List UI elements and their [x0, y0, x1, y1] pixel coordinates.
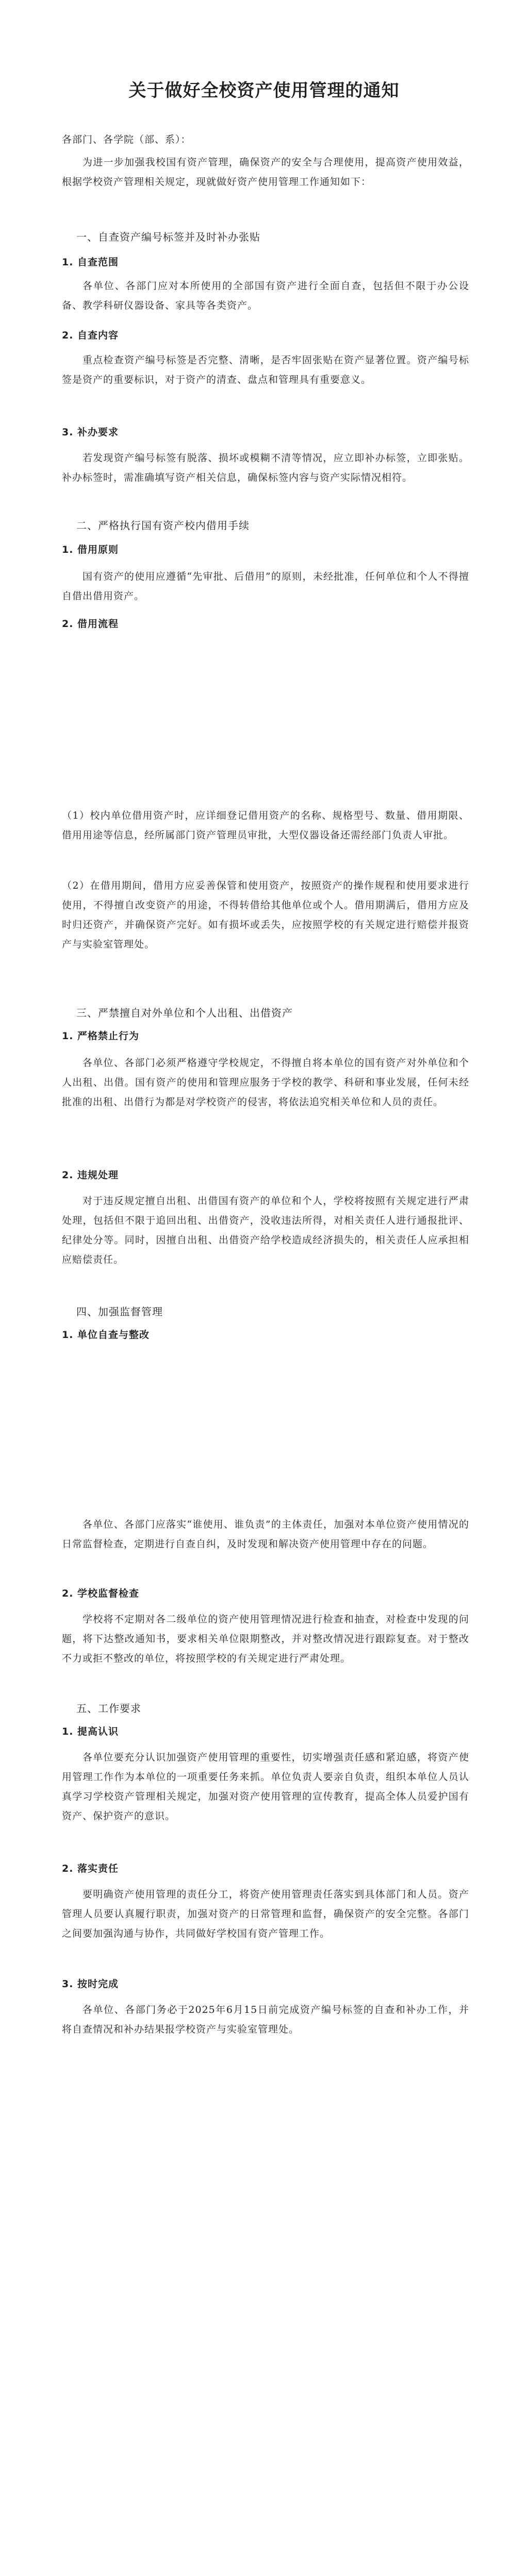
s5-p2-heading: 2. 落实责任 — [62, 1863, 119, 1874]
intro-paragraph: 为进一步加强我校国有资产管理，确保资产的安全与合理使用，提高资产使用效益，根据学校资产管理相关规定，现就做好资产使用管理工作通知如下： — [62, 157, 469, 188]
section-2-heading: 二、严格执行国有资产校内借用手续 — [76, 519, 250, 532]
s3-p2-heading: 2. 违规处理 — [62, 1170, 119, 1181]
s1-p3-text: 若发现资产编号标签有脱落、损坏或模糊不清等情况，应立即补办标签，立即张贴。补办标签时，需准确填写资产相关信息，确保标签内容与资产实际情况相符。 — [62, 452, 469, 483]
document-title: 关于做好全校资产使用管理的通知 — [128, 80, 400, 101]
s2-p2-item-2: （2）在借用期间，借用方应妥善保管和使用资产，按照资产的操作规程和使用要求进行使用，不得擅自改变资产的用途，不得转借给其他单位或个人。借用期满后，借用方应及时归还资产，并确保资产完好。如有损坏或丢失，应按照学校的有关规定进行赔偿并报资产与实验室管理处。 — [62, 880, 469, 950]
s1-p2-text: 重点检查资产编号标签是否完整、清晰，是否牢固张贴在资产显著位置。资产编号标签是资产的重要标识，对于资产的清查、盘点和管理具有重要意义。 — [62, 354, 469, 385]
s3-p2-text: 对于违反规定擅自出租、出借国有资产的单位和个人，学校将按照有关规定进行严肃处理，包括但不限于追回出租、出借资产，没收违法所得，对相关责任人进行通报批评、纪律处分等。同时，因擅自出租、出借资产给学校造成经济损失的，相关责任人应承担相应赔偿责任。 — [62, 1195, 469, 1265]
s3-p1-heading: 1. 严格禁止行为 — [62, 1030, 140, 1042]
s4-p1-heading: 1. 单位自查与整改 — [62, 1329, 150, 1341]
s4-p1-text: 各单位、各部门应落实“谁使用、谁负责”的主体责任，加强对本单位资产使用情况的日常监督检查，定期进行自查自纠，及时发现和解决资产使用管理中存在的问题。 — [62, 1519, 469, 1550]
section-3-heading: 三、严禁擅自对外单位和个人出租、出借资产 — [76, 1007, 293, 1019]
s5-p3-heading: 3. 按时完成 — [62, 1978, 119, 1990]
section-5-heading: 五、工作要求 — [76, 1702, 141, 1715]
s4-p2-text: 学校将不定期对各二级单位的资产使用管理情况进行检查和抽查，对检查中发现的问题，将下达整改通知书，要求相关单位限期整改，并对整改情况进行跟踪复查。对于整改不力或拒不整改的单位，将按照学校的有关规定进行严肃处理。 — [62, 1614, 469, 1664]
s1-p3-heading: 3. 补办要求 — [62, 427, 119, 438]
s2-p2-item-1: （1）校内单位借用资产时，应详细登记借用资产的名称、规格型号、数量、借用期限、借用用途等信息，经所属部门资产管理员审批，大型仪器设备还需经部门负责人审批。 — [62, 810, 469, 841]
section-1-heading: 一、自查资产编号标签并及时补办张贴 — [76, 231, 260, 243]
s5-p2-text: 要明确资产使用管理的责任分工，将资产使用管理责任落实到具体部门和人员。资产管理人员要认真履行职责，加强对资产的日常管理和监督，确保资产的安全完整。各部门之间要加强沟通与协作，共同做好学校国有资产管理工作。 — [62, 1889, 469, 1939]
section-4-heading: 四、加强监督管理 — [76, 1306, 163, 1318]
s5-p3-text: 各单位、各部门务必于2025年6月15日前完成资产编号标签的自查和补办工作，并将自查情况和补办结果报学校资产与实验室管理处。 — [62, 2004, 469, 2035]
s5-p1-heading: 1. 提高认识 — [62, 1726, 119, 1737]
s5-p1-text: 各单位要充分认识加强资产使用管理的重要性，切实增强责任感和紧迫感，将资产使用管理工作作为本单位的一项重要任务来抓。单位负责人要亲自负责，组织本单位人员认真学习学校资产管理相关规定，加强对资产使用管理的宣传教育，提高全体人员爱护国有资产、保护资产的意识。 — [62, 1752, 469, 1822]
s2-p2-heading: 2. 借用流程 — [62, 618, 119, 630]
s2-p1-text: 国有资产的使用应遵循“先审批、后借用”的原则，未经批准，任何单位和个人不得擅自借出借用资产。 — [62, 571, 469, 602]
salutation: 各部门、各学院（部、系）： — [62, 134, 191, 145]
s1-p2-heading: 2. 自查内容 — [62, 330, 119, 341]
s4-p2-heading: 2. 学校监督检查 — [62, 1588, 140, 1599]
s1-p1-heading: 1. 自查范围 — [62, 257, 119, 268]
s3-p1-text: 各单位、各部门必须严格遵守学校规定，不得擅自将本单位的国有资产对外单位和个人出租、出借。国有资产的使用和管理应服务于学校的教学、科研和事业发展，任何未经批准的出租、出借行为都是对学校资产的侵害，将依法追究相关单位和人员的责任。 — [62, 1057, 469, 1108]
s1-p1-text: 各单位、各部门应对本所使用的全部国有资产进行全面自查，包括但不限于办公设备、教学科研仪器设备、家具等各类资产。 — [62, 280, 469, 311]
s2-p1-heading: 1. 借用原则 — [62, 544, 119, 555]
